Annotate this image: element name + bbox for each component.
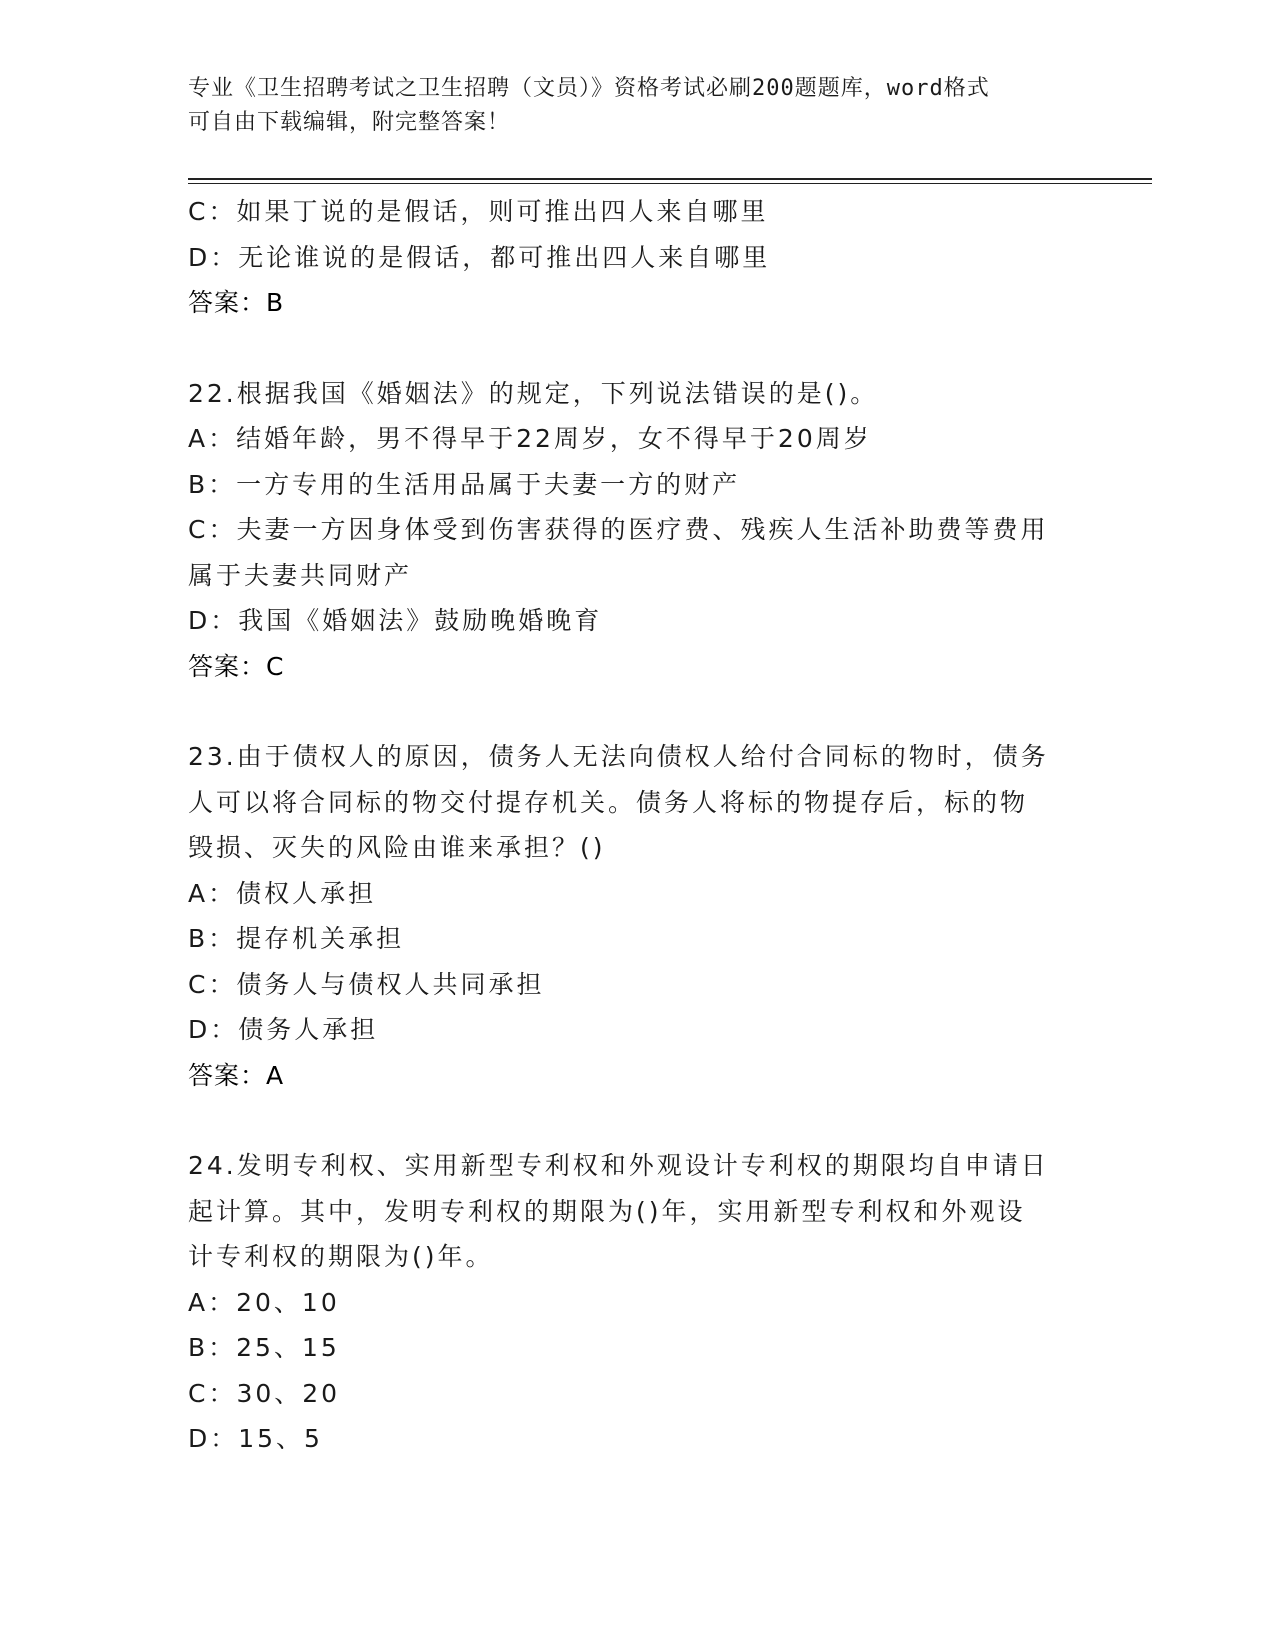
page-header (188, 72, 1088, 140)
option-d: D：我国《婚姻法》鼓励晚婚晚育 (188, 606, 603, 635)
option-b: B：25、15 (188, 1333, 340, 1362)
question-stem-continued: 人可以将合同标的物交付提存机关。债务人将标的物提存后，标的物 (188, 787, 1029, 817)
option-d: D：无论谁说的是假话，都可推出四人来自哪里 (188, 242, 771, 272)
option-a: A：债权人承担 (188, 878, 377, 908)
question-stem-continued: 毁损、灭失的风险由谁来承担？() (188, 833, 606, 862)
option-c: C：如果丁说的是假话，则可推出四人来自哪里 (188, 197, 769, 226)
spacer (188, 689, 1088, 734)
option-c: C：夫妻一方因身体受到伤害获得的医疗费、残疾人生活补助费等费用 (188, 515, 1049, 544)
option-c: C：30、20 (188, 1378, 341, 1408)
option-c: C：债务人与债权人共同承担 (188, 969, 545, 999)
header-title-line-2: 可自由下载编辑，附完整答案！ (188, 110, 511, 135)
question-content (188, 189, 1088, 1462)
question-stem-continued: 起计算。其中，发明专利权的期限为()年，实用新型专利权和外观设 (188, 1196, 1026, 1226)
question-22 (188, 371, 1088, 690)
question-stem: 22.根据我国《婚姻法》的规定，下列说法错误的是()。 (188, 378, 879, 408)
answer-line: 答案：B (188, 288, 285, 317)
option-c-continued: 属于夫妻共同财产 (188, 560, 413, 590)
question-stem: 24.发明专利权、实用新型专利权和外观设计专利权的期限均自申请日 (188, 1151, 1049, 1180)
answer-line: 答案：C (188, 651, 285, 681)
spacer (188, 326, 1088, 371)
header-title-line-1: 专业《卫生招聘考试之卫生招聘（文员）》资格考试必刷200题题库，word格式 (188, 76, 990, 101)
option-d: D：债务人承担 (188, 1015, 379, 1044)
question-stem: 23.由于债权人的原因，债务人无法向债权人给付合同标的物时，债务 (188, 742, 1049, 771)
option-a: A：20、10 (188, 1287, 340, 1317)
question-stem-continued: 计专利权的期限为()年。 (188, 1242, 494, 1271)
question-21-continued (188, 189, 1088, 326)
answer-line: 答案：A (188, 1060, 285, 1090)
option-b: B：一方专用的生活用品属于夫妻一方的财产 (188, 469, 741, 499)
question-23 (188, 734, 1088, 1098)
spacer (188, 1098, 1088, 1143)
question-24 (188, 1143, 1088, 1462)
option-a: A：结婚年龄，男不得早于22周岁，女不得早于20周岁 (188, 424, 872, 453)
option-b: B：提存机关承担 (188, 924, 405, 953)
option-d: D：15、5 (188, 1424, 323, 1453)
header-divider (188, 178, 1152, 184)
